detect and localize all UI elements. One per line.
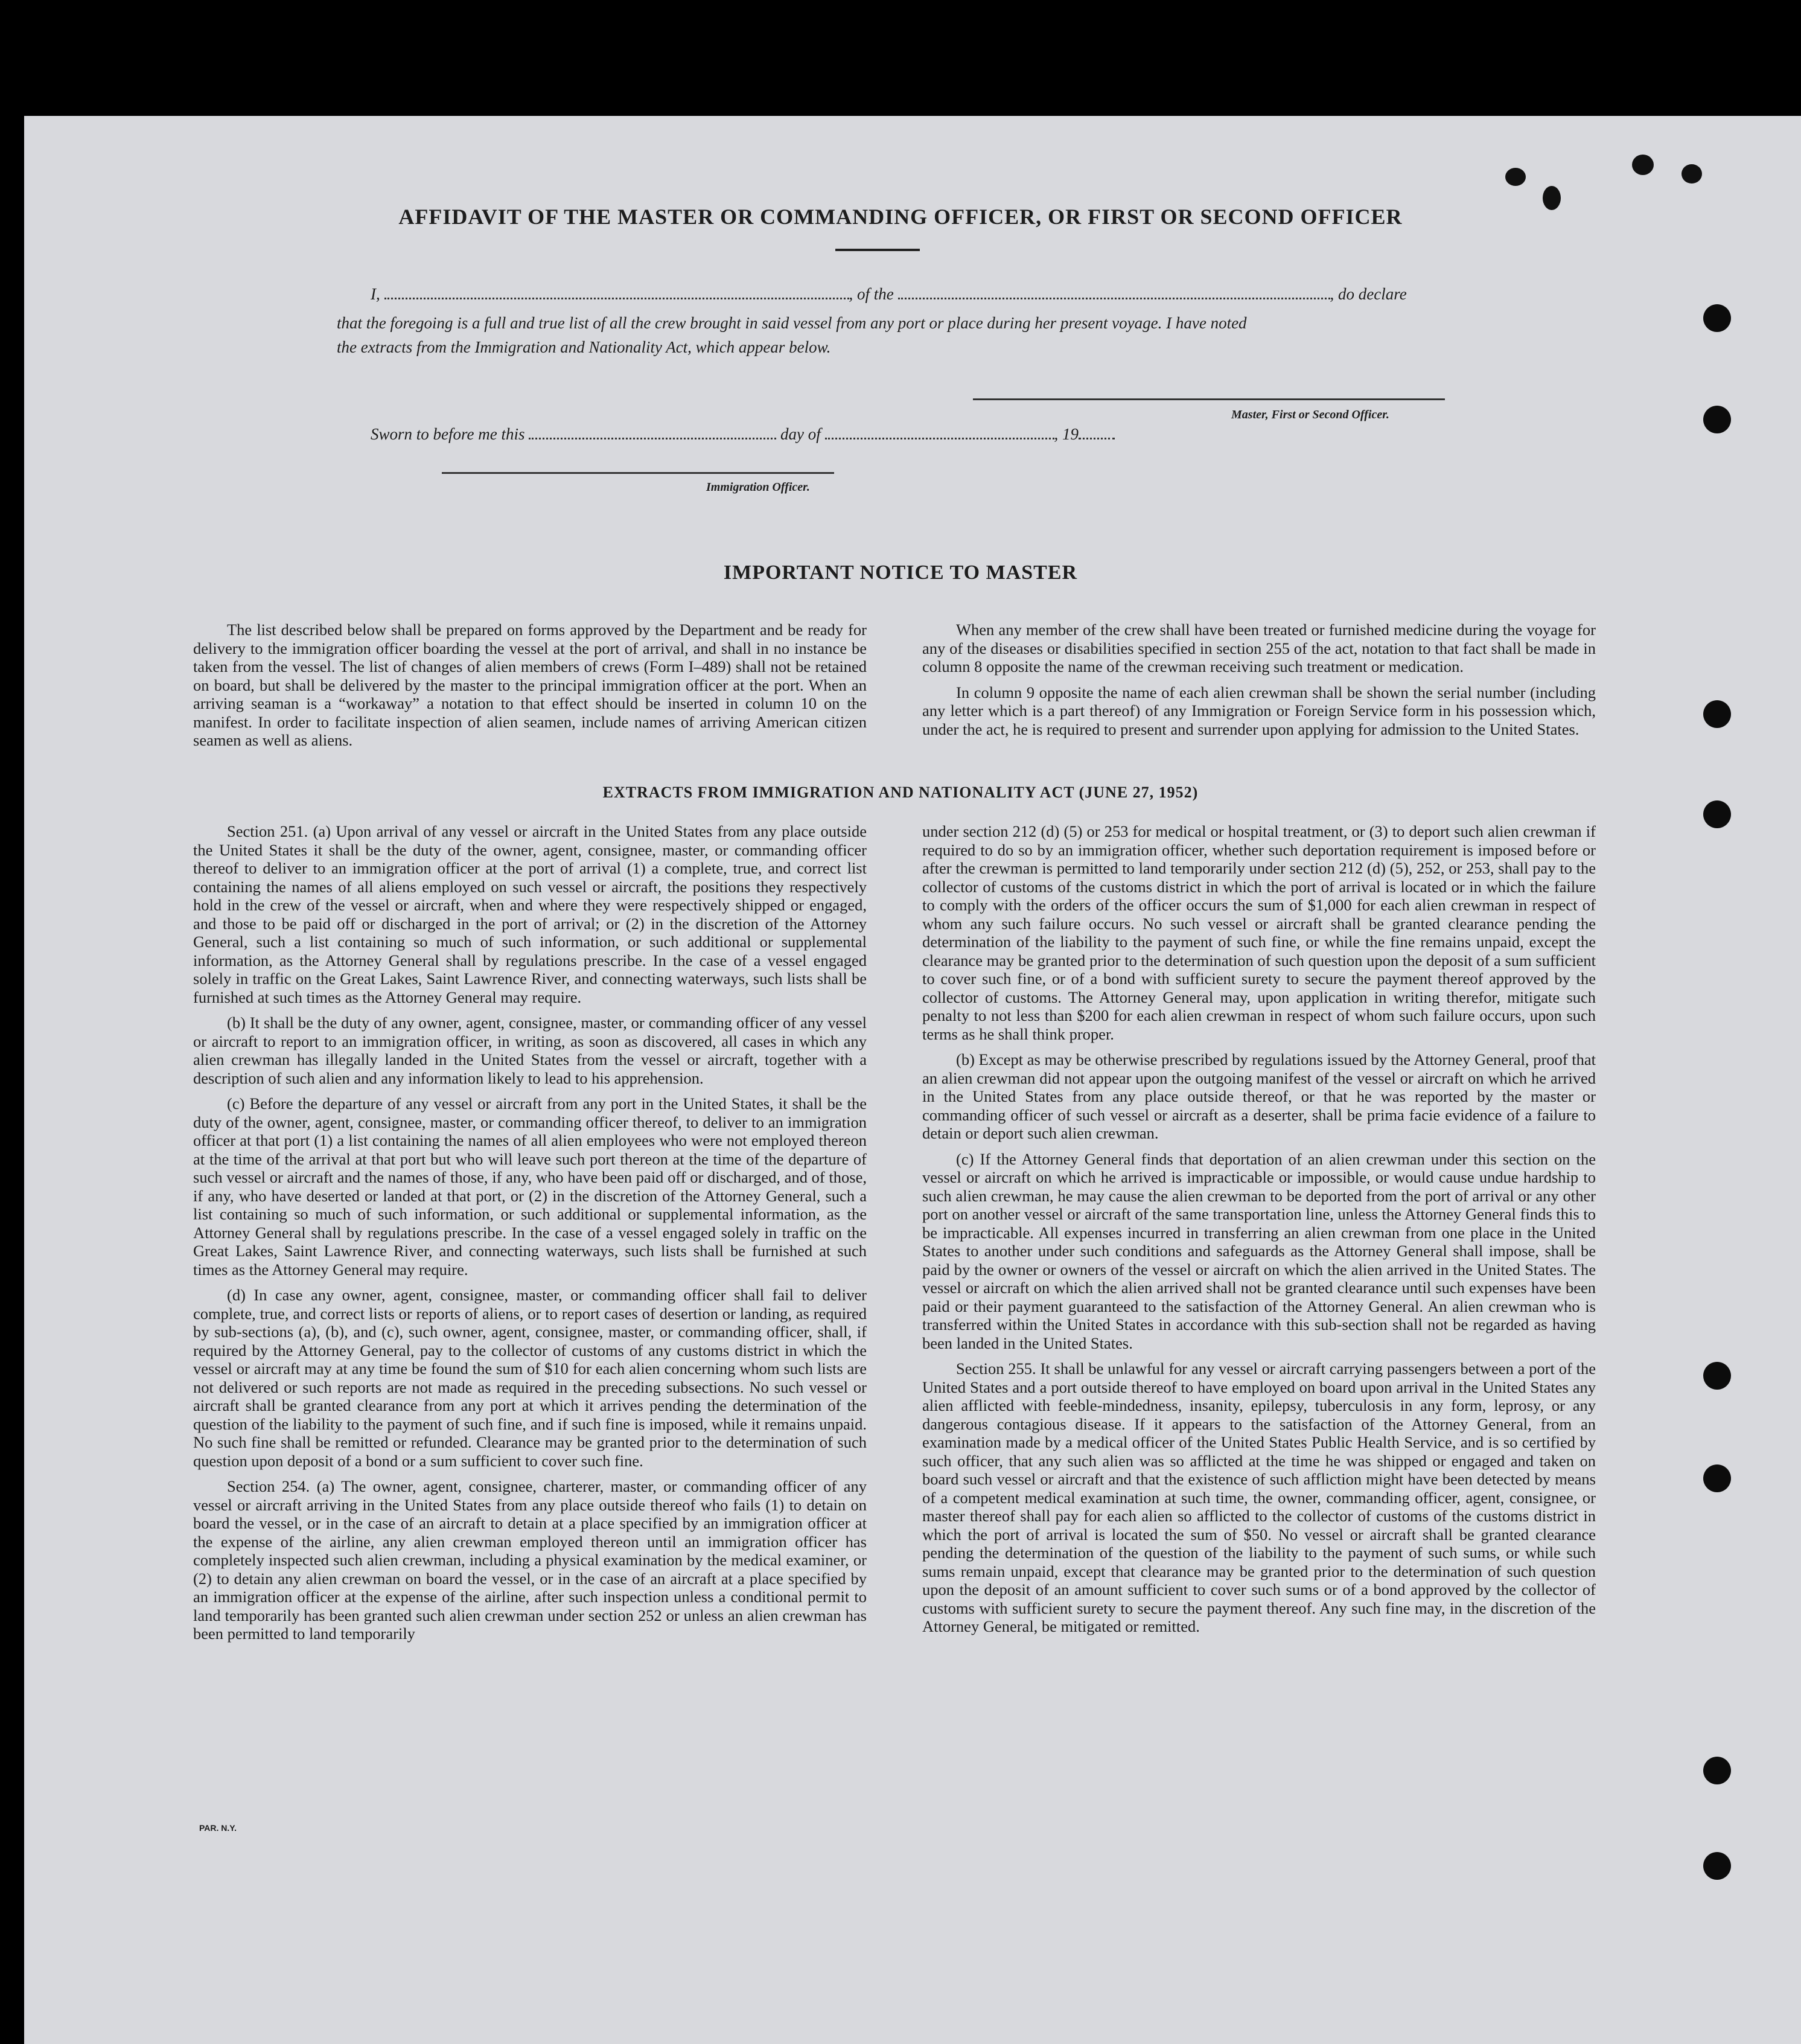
master-name-field[interactable] bbox=[384, 289, 849, 299]
sworn-day-field[interactable] bbox=[529, 429, 776, 439]
extracts-title: EXTRACTS FROM IMMIGRATION AND NATIONALITY ACT (JUNE 27, 1952) bbox=[602, 784, 1199, 801]
section-paragraph: (d) In case any owner, agent, consignee, master, or commanding officer shall fail to deliver complete, true, and correct lists or reports of aliens, or to report cases of desertion or landing, as required by sub-sections (a), (b), and (c), such owner, agent, consignee, master, or commanding officer, shall, if required by the Attorney General, pay to the collector of customs of any customs district in which the vessel or aircraft may at any time be found the sum of $10 for each alien concerning whom such lists are not delivered or such reports are not made as required in the preceding subsections. No such vessel or aircraft shall be granted clearance from any port at which it arrives pending the determination of the question of the liability to the payment of such fine, and if such fine is imposed, while it remains unpaid. No such fine shall be remitted or refunded. Clearance may be granted prior to the determination of such question upon deposit of a bond or a sum sufficient to cover such fine. bbox=[193, 1286, 867, 1470]
master-signature-caption: Master, First or Second Officer. bbox=[1231, 408, 1389, 421]
extracts-left-column bbox=[193, 822, 867, 1650]
do-declare-label: , do declare bbox=[1330, 285, 1407, 303]
notice-paragraph: The list described below shall be prepared on forms approved by the Department and be ready for delivery to the immigration officer boarding the vessel at the port of arrival, and shall in no instance be taken from the vessel. The list of changes of alien members of crews (Form I–489) shall not be retained on board, but shall be delivered by the master to the principal immigration officer at the port. When an arriving seaman is a “workaway” a notation to that effect should be inserted in column 10 on the manifest. In order to facilitate inspection of alien seamen, include names of arriving American citizen seamen as well as aliens. bbox=[193, 621, 867, 749]
notice-right-column bbox=[922, 621, 1596, 746]
notice-paragraph: In column 9 opposite the name of each alien crewman shall be shown the serial number (including any letter which is a part thereof) of any Immigration or Foreign Service form in his possession which, under the act, he is required to present and surrender upon applying for admission to the United States. bbox=[922, 683, 1596, 738]
of-the-label: , of the bbox=[849, 285, 894, 303]
affidavit-line-1 bbox=[371, 285, 1407, 304]
extracts-right-column bbox=[922, 822, 1596, 1643]
punch-hole bbox=[1703, 700, 1731, 728]
punch-hole bbox=[1703, 1757, 1731, 1784]
year-label: , 19 bbox=[1054, 425, 1079, 443]
punch-hole bbox=[1703, 304, 1731, 332]
sworn-line bbox=[371, 425, 1115, 444]
immigration-officer-caption: Immigration Officer. bbox=[706, 481, 810, 494]
section-paragraph: (c) Before the departure of any vessel or aircraft from any port in the United States, it shall be the duty of the owner, agent, consignee, master, or commanding officer thereof, to deliver to an immigration officer at that port (1) a list containing the names of all alien employees who were not employed thereon at the time of the arrival at that port but who will leave such port thereon at the time of the departure of such vessel or aircraft and the names of those, if any, who have been paid off or discharged, and of those, if any, who have deserted or landed at that port, or (2) in the discretion of the Attorney General, such a list containing so much of such information, or such additional or supplemental information, as the Attorney General shall by regulations prescribe. In the case of a vessel engaged solely in traffic on the Great Lakes, Saint Lawrence River, and connecting waterways, such lists shall be furnished at such times as the Attorney General may require. bbox=[193, 1094, 867, 1279]
notice-title: IMPORTANT NOTICE TO MASTER bbox=[723, 561, 1078, 584]
affidavit-line-3: the extracts from the Immigration and Nationality Act, which appear below. bbox=[337, 338, 831, 356]
sworn-year-field[interactable] bbox=[1079, 429, 1115, 439]
master-signature-line[interactable] bbox=[973, 398, 1445, 400]
affidavit-i-label: I, bbox=[371, 285, 380, 303]
punch-hole bbox=[1703, 1362, 1731, 1390]
ink-speck bbox=[1632, 155, 1654, 175]
section-paragraph: (c) If the Attorney General finds that deportation of an alien crewman under this section on the vessel or aircraft on which he arrived is impracticable or impossible, or would cause undue hardship to such alien crewman, he may cause the alien crewman to be deported from the port of arrival or any other port on another vessel or aircraft of the same transportation line, unless the Attorney General finds this to be impracticable. All expenses incurred in transferring an alien crewman from one place in the United States to another under such conditions and safeguards as the Attorney General shall impose, shall be paid by the owner or owners of the vessel or aircraft on which the alien arrived in the United States. The vessel or aircraft on which the alien arrived shall not be granted clearance until such expenses have been paid or their payment guaranteed to the satisfaction of the Attorney General. An alien crewman who is transferred within the United States in accordance with this sub-section shall not be regarded as having been landed in the United States. bbox=[922, 1149, 1596, 1352]
affidavit-line-2: that the foregoing is a full and true list of all the crew brought in said vessel from any port or place during her present voyage. I have noted bbox=[337, 314, 1247, 332]
sworn-month-field[interactable] bbox=[825, 429, 1054, 439]
punch-hole bbox=[1703, 800, 1731, 828]
section-paragraph: Section 255. It shall be unlawful for any vessel or aircraft carrying passengers between a port of the United States and a port outside thereof to have employed on board upon arrival in the United States any alien afflicted with feeble-mindedness, insanity, epilepsy, tuberculosis in any form, leprosy, or any dangerous contagious disease. If it appears to the satisfaction of the Attorney General, from an examination made by a medical officer of the United States Public Health Service, and is so certified by such officer, that any such alien was so afflicted at the time he was shipped or engaged and taken on board such vessel or aircraft and that the existence of such affliction might have been detected by means of a competent medical examination at such time, the owner, commanding officer, agent, consignee, or master thereof shall pay for each alien so afflicted to the collector of customs of the customs district in which the port of arrival is located the sum of $50. No vessel or aircraft shall be granted clearance pending the determination of the question of the liability to the payment of such sums, or while such sums remain unpaid, except that clearance may be granted prior to the determination of such question upon the deposit of an amount sufficient to cover such sums or of a bond approved by the collector of customs with sufficient surety to secure the payment thereof. Any such fine may, in the discretion of the Attorney General, be mitigated or remitted. bbox=[922, 1359, 1596, 1635]
section-paragraph: (b) It shall be the duty of any owner, agent, consignee, master, or commanding officer of any vessel or aircraft to report to an immigration officer, in writing, as soon as discovered, all cases in which any alien crewman has illegally landed in the United States from the vessel or aircraft, together with a description of such alien and any information likely to lead to his apprehension. bbox=[193, 1014, 867, 1087]
section-paragraph: (b) Except as may be otherwise prescribed by regulations issued by the Attorney General, proof that an alien crewman did not appear upon the outgoing manifest of the vessel or aircraft on which he arrived in the United States from any place outside thereof, or that he was reported by the master or commanding officer of such vessel or aircraft as a deserter, shall be prima facie evidence of a failure to detain or deport such alien crewman. bbox=[922, 1050, 1596, 1142]
punch-hole bbox=[1703, 406, 1731, 433]
printer-mark: PAR. N.Y. bbox=[199, 1823, 237, 1833]
vessel-name-field[interactable] bbox=[898, 289, 1330, 299]
section-paragraph: Section 251. (a) Upon arrival of any vessel or aircraft in the United States from any place outside the United States it shall be the duty of the owner, agent, consignee, master, or commanding officer thereof to deliver to an immigration officer at the port of arrival (1) a complete, true, and correct list containing the names of all aliens employed on such vessel or aircraft, the positions they respectively hold in the crew of the vessel or aircraft, when and where they were respectively shipped or engaged, and those to be paid off or discharged in the port of arrival; or (2) in the discretion of the Attorney General, such a list containing so much of such information, or such additional or supplemental information, as the Attorney General shall by regulations prescribe. In the case of a vessel engaged solely in traffic on the Great Lakes, Saint Lawrence River, and connecting waterways, such lists shall be furnished at such times as the Attorney General may require. bbox=[193, 822, 867, 1006]
notice-left-column bbox=[193, 621, 867, 757]
ink-speck bbox=[1505, 168, 1526, 186]
affidavit-title: AFFIDAVIT OF THE MASTER OR COMMANDING OFFICER, OR FIRST OR SECOND OFFICER bbox=[398, 205, 1403, 229]
title-rule bbox=[835, 249, 920, 251]
day-of-label: day of bbox=[780, 425, 821, 443]
section-paragraph: Section 254. (a) The owner, agent, consignee, charterer, master, or commanding officer of any vessel or aircraft arriving in the United States from any place outside thereof who fails (1) to detain on board the vessel, or in the case of an aircraft to detain at a place specified by an immigration officer at the expense of the airline, any alien crewman employed thereon until an immigration officer has completely inspected such alien crewman, including a physical examination by the medical examiner, or (2) to detain any alien crewman on board the vessel, or in the case of an aircraft at a place specified by an immigration officer at the expense of the airline, after such inspection unless a conditional permit to land temporarily has been granted such alien crewman under section 252 or unless an alien crewman has been permitted to land temporarily bbox=[193, 1477, 867, 1643]
punch-hole bbox=[1703, 1852, 1731, 1880]
sworn-label: Sworn to before me this bbox=[371, 425, 525, 443]
punch-hole bbox=[1703, 1464, 1731, 1492]
ink-speck bbox=[1681, 164, 1702, 184]
section-paragraph: under section 212 (d) (5) or 253 for medical or hospital treatment, or (3) to deport such alien crewman if required to do so by an immigration officer, whether such deportation requirement is imposed before or after the crewman is permitted to land temporarily under section 212 (d) (5), 252, or 253, shall pay to the collector of customs of the customs district in which the port of arrival is located or in which the failure to comply with the orders of the officer occurs the sum of $1,000 for each alien crewman in respect of whom any such failure occurs. No such vessel or aircraft shall be granted clearance pending the determination of the liability to the payment of such fine, or while the fine remains unpaid, except the clearance may be granted prior to the determination of such question upon the deposit of a sum sufficient to cover such fine, or of a bond with sufficient surety to secure the payment thereof approved by the collector of customs. The Attorney General may, upon application in writing therefor, mitigate such penalty to not less than $200 for each alien crewman in respect of whom such failure occurs, upon such terms as he shall think proper. bbox=[922, 822, 1596, 1043]
immigration-officer-signature-line[interactable] bbox=[442, 472, 834, 474]
notice-paragraph: When any member of the crew shall have been treated or furnished medicine during the voyage for any of the diseases or disabilities specified in section 255 of the act, notation to that fact shall be made in column 8 opposite the name of the crewman receiving such treatment or medication. bbox=[922, 621, 1596, 675]
